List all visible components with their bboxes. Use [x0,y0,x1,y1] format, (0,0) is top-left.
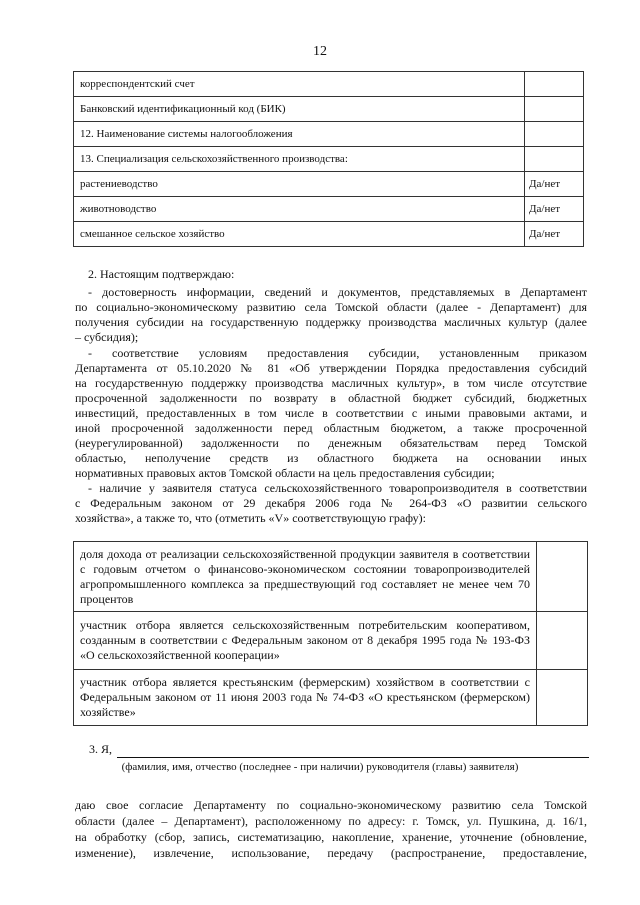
text-line: - достоверность информации, сведений и документов, представляемых в Департамент [88,285,587,299]
text-line: хозяйства», а также то, что (отметить «V» соответствующую графу): [75,511,426,525]
confirmation-paragraph-3 [75,481,587,526]
text-line: Департамента от 05.10.2020 № 81 «Об утверждении Порядка предоставления субсидий [75,361,587,375]
row-value[interactable]: Да/нет [525,222,584,247]
section-2-heading: 2. Настоящим подтверждаю: [88,267,235,281]
condition-checkbox-cell[interactable] [537,612,588,670]
text-line: получения субсидии на государственную поддержку производства масличных культур (далее [75,315,587,329]
row-label: смешанное сельское хозяйство [74,222,525,247]
text-line: на обработку (сбор, запись, систематизацию, накопление, хранение, уточнение (обновление, [75,830,587,844]
row-value[interactable]: Да/нет [525,172,584,197]
text-line: - соответствие условиям предоставления субсидии, установленным приказом [88,346,587,360]
consent-paragraph [75,797,587,861]
table-row [74,147,584,172]
row-value[interactable]: Да/нет [525,197,584,222]
conditions-table [73,541,588,726]
table-row [74,612,588,670]
row-label: корреспондентский счет [74,72,525,97]
section-3-label: 3. Я, [89,742,113,756]
text-line: области (далее – Департамент), расположенному по адресу: г. Томск, ул. Пушкина, д. 16/1, [75,814,587,828]
table-row [74,222,584,247]
applicant-name-field[interactable] [117,743,589,758]
text-line: на государственную поддержку производства масличных культур», в том числе отсутствие [75,376,587,390]
text-line: - наличие у заявителя статуса сельскохозяйственного товаропроизводителя в соответствии [88,481,587,495]
condition-checkbox-cell[interactable] [537,670,588,726]
table-row [74,670,588,726]
row-value[interactable] [525,97,584,122]
table-row [74,97,584,122]
row-label: 12. Наименование системы налогообложения [74,122,525,147]
table-row [74,72,584,97]
text-line: иной просроченной задолженности перед областным бюджетом, а также просроченной [75,421,587,435]
condition-checkbox-cell[interactable] [537,542,588,612]
row-label: 13. Специализация сельскохозяйственного производства: [74,147,525,172]
table-row [74,172,584,197]
text-line: – субсидия); [75,330,139,344]
text-line: по социально-экономическому развитию села Томской области (далее - Департамент) для [75,300,587,314]
condition-text: участник отбора является сельскохозяйственным потребительским кооперативом, созданным в соответствии с Федеральным законом от 8 декабря 1995 года № 193-ФЗ «О сельскохозяйственной кооперации» [74,612,537,670]
confirmation-paragraph-1 [75,285,587,345]
row-label: животноводство [74,197,525,222]
text-line: нормативных правовых актов Томской области на цель предоставления субсидии; [75,466,495,480]
text-line: с Федеральным законом от 29 декабря 2006 года № 264-ФЗ «О развитии сельского [75,496,587,510]
table-row [74,122,584,147]
row-value[interactable] [525,122,584,147]
text-line: даю свое согласие Департаменту по социально-экономическому развитию села Томской [75,798,587,812]
row-value[interactable] [525,72,584,97]
table-row [74,542,588,612]
row-label: растениеводство [74,172,525,197]
name-field-caption: (фамилия, имя, отчество (последнее - при наличии) руководителя (главы) заявителя) [121,761,519,773]
text-line: изменение), извлечение, использование, передачу (распространение, предоставление, [75,846,587,860]
text-line: инвестиций, предоставленных в том числе в соответствии с иными правовыми актами, и [75,406,587,420]
page-number: 12 [313,44,327,59]
text-line: просроченной задолженности по возврату в областной бюджет субсидий, бюджетных [75,391,587,405]
text-line: областью, неполучение средств из областного бюджета на основании иных [75,451,587,465]
condition-text: доля дохода от реализации сельскохозяйственной продукции заявителя в соответствии с годовым отчетом о финансово-экономическом состоянии товаропроизводителей агропромышленного комплекса за предшествующий год составляет не менее чем 70 процентов [74,542,537,612]
row-value[interactable] [525,147,584,172]
bank-details-table [73,71,584,247]
table-row [74,197,584,222]
row-label: Банковский идентификационный код (БИК) [74,97,525,122]
condition-text: участник отбора является крестьянским (фермерским) хозяйством в соответствии с Федеральным законом от 11 июня 2003 года № 74-ФЗ «О крестьянском (фермерском) хозяйстве» [74,670,537,726]
confirmation-paragraph-2 [75,346,587,481]
text-line: (неурегулированной) задолженности по денежным обязательствам перед Томской [75,436,587,450]
